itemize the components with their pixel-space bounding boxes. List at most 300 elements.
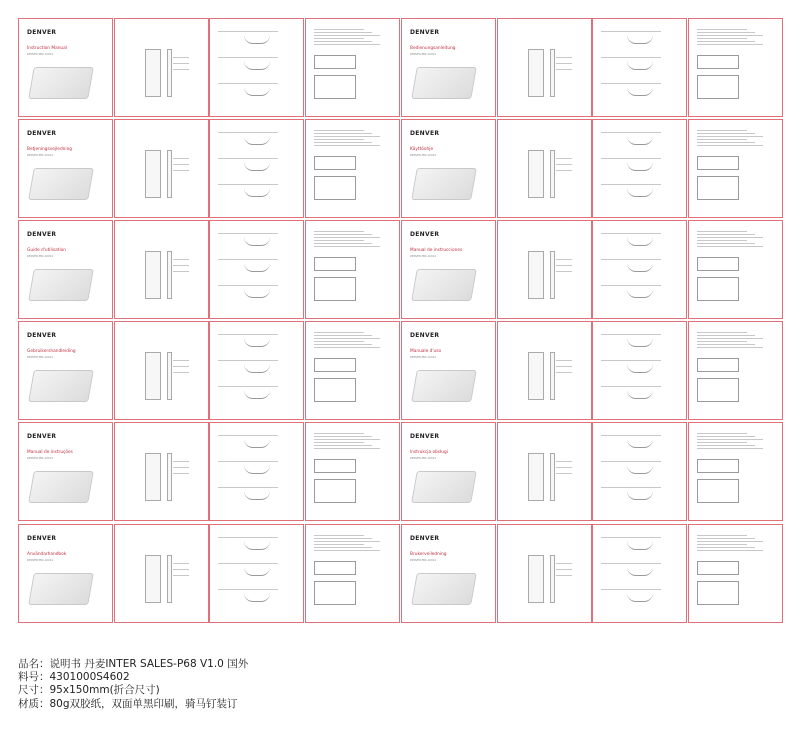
cable-drawing [627,136,653,145]
device-front-drawing [528,150,544,198]
specifications-table [697,378,739,402]
charging-instructions-page [209,422,304,521]
cable-drawing [244,491,270,500]
callout-line [556,473,572,474]
instruction-text-line [218,132,278,133]
powerbank-illustration [28,370,94,402]
callout-line [173,259,189,260]
cable-drawing [244,188,270,197]
specifications-page [688,524,783,623]
specifications-table [697,277,739,301]
specifications-page [305,524,400,623]
spec-text-line [697,234,755,235]
specifications-table [314,176,356,200]
device-front-drawing [145,555,161,603]
manual-cover-page [18,422,113,521]
cable-drawing [627,162,653,171]
callout-line [173,563,189,564]
cable-drawing [244,289,270,298]
manual-cover-page [401,524,496,623]
specifications-page [305,119,400,218]
cable-drawing [627,364,653,373]
charging-instructions-page [592,18,687,117]
manual-cover-page [18,119,113,218]
instruction-text-line [218,537,278,538]
spec-text-line [697,445,755,446]
spec-text-line [697,130,747,131]
powerbank-illustration [28,471,94,503]
callout-line [556,259,572,260]
brand-logo: DENVER [27,29,57,36]
model-number: DENVER PBC-10014 [410,356,436,359]
led-indicator-table [314,561,356,575]
cable-drawing [627,61,653,70]
charging-instructions-page [592,119,687,218]
cable-drawing [244,567,270,576]
part-number-line: 料号：4301000S4602 [18,671,130,684]
powerbank-illustration [28,269,94,301]
cable-drawing [627,289,653,298]
callout-line [173,467,189,468]
cable-drawing [627,338,653,347]
model-number: DENVER PBC-10014 [410,53,436,56]
manual-cover-page [18,524,113,623]
charging-instructions-page [209,220,304,319]
spec-text-line [314,433,364,434]
specifications-table [314,479,356,503]
manual-title: Bedienungsanleitung [410,46,456,51]
led-indicator-table [697,358,739,372]
instruction-text-line [218,184,278,185]
specifications-page [688,321,783,420]
product-overview-page [497,119,592,218]
led-indicator-table [314,459,356,473]
spec-text-line [697,237,763,238]
device-front-drawing [145,150,161,198]
model-number: DENVER PBC-10014 [27,559,53,562]
callout-line [173,372,189,373]
instruction-text-line [218,158,278,159]
brand-logo: DENVER [27,231,57,238]
brand-logo: DENVER [27,332,57,339]
spec-text-line [697,133,755,134]
specifications-table [697,75,739,99]
sheet-row [18,220,783,319]
device-side-drawing [167,150,172,198]
spec-text-line [314,535,364,536]
spec-text-line [314,439,380,440]
instruction-text-line [601,589,661,590]
spec-text-line [314,145,380,146]
product-overview-page [114,119,209,218]
specifications-page [305,422,400,521]
specifications-page [305,18,400,117]
manual-cover-page [18,220,113,319]
spec-text-line [314,231,364,232]
spec-text-line [697,433,747,434]
spec-text-line [314,44,380,45]
manual-title: Instruction Manual [27,46,67,51]
device-side-drawing [550,352,555,400]
manual-title: Manual de instrucciones [410,248,463,253]
device-side-drawing [550,453,555,501]
spec-text-line [314,344,372,345]
spec-text-line [314,41,372,42]
spec-text-line [314,335,372,336]
instruction-text-line [218,386,278,387]
spec-text-line [697,535,747,536]
led-indicator-table [314,257,356,271]
callout-line [173,461,189,462]
instruction-text-line [601,487,661,488]
specifications-page [688,18,783,117]
model-number: DENVER PBC-10014 [410,154,436,157]
spec-text-line [314,341,364,342]
spec-text-line [314,38,364,39]
spec-text-line [697,538,755,539]
device-side-drawing [167,49,172,97]
callout-line [556,360,572,361]
instruction-text-line [218,233,278,234]
device-side-drawing [550,150,555,198]
specifications-page [305,220,400,319]
spec-text-line [314,243,372,244]
cable-drawing [244,237,270,246]
spec-text-line [314,347,380,348]
powerbank-illustration [28,168,94,200]
specifications-table [314,581,356,605]
callout-line [556,69,572,70]
callout-line [556,57,572,58]
spec-text-line [697,442,747,443]
material-line: 材质：80g双胶纸，双面单黑印刷，骑马钉装订 [18,697,238,710]
product-overview-page [114,524,209,623]
led-indicator-table [697,257,739,271]
specifications-table [697,581,739,605]
spec-text-line [314,130,364,131]
specifications-table [314,75,356,99]
callout-line [173,158,189,159]
imposition-sheet [18,18,783,625]
charging-instructions-page [592,220,687,319]
instruction-text-line [218,360,278,361]
instruction-text-line [218,334,278,335]
specifications-page [688,422,783,521]
instruction-text-line [601,360,661,361]
specifications-table [697,479,739,503]
charging-instructions-page [209,321,304,420]
led-indicator-table [314,55,356,69]
cable-drawing [627,263,653,272]
sheet-row [18,18,783,117]
spec-text-line [697,541,763,542]
instruction-text-line [601,57,661,58]
model-number: DENVER PBC-10014 [410,559,436,562]
product-overview-page [114,220,209,319]
callout-line [173,265,189,266]
spec-text-line [314,142,372,143]
cable-drawing [627,491,653,500]
spec-text-line [697,341,747,342]
spec-text-line [314,246,380,247]
instruction-text-line [601,233,661,234]
callout-line [556,461,572,462]
callout-line [556,575,572,576]
callout-line [556,467,572,468]
model-number: DENVER PBC-10014 [27,356,53,359]
spec-text-line [697,547,755,548]
spec-text-line [314,32,372,33]
manual-title: Guide d'utilisation [27,248,66,253]
spec-text-line [697,335,755,336]
powerbank-illustration [28,67,94,99]
callout-line [173,63,189,64]
spec-text-line [314,442,364,443]
charging-instructions-page [209,119,304,218]
manual-cover-page [401,119,496,218]
model-number: DENVER PBC-10014 [410,457,436,460]
specifications-page [688,220,783,319]
product-overview-page [114,18,209,117]
instruction-text-line [601,285,661,286]
powerbank-illustration [411,269,477,301]
instruction-text-line [601,461,661,462]
callout-line [173,170,189,171]
callout-line [556,164,572,165]
print-spec-block [18,658,248,711]
sheet-row [18,524,783,623]
cable-drawing [244,263,270,272]
spec-text-line [697,139,747,140]
manual-title: Betjeningsvejledning [27,147,73,152]
manual-cover-page [401,422,496,521]
spec-text-line [697,136,763,137]
cable-drawing [244,465,270,474]
spec-text-line [314,338,380,339]
spec-text-line [697,246,763,247]
manual-title: Gebruikershandleiding [27,349,76,354]
powerbank-illustration [411,471,477,503]
callout-line [556,563,572,564]
led-indicator-table [314,358,356,372]
charging-instructions-page [592,321,687,420]
specifications-table [314,378,356,402]
spec-text-line [314,445,372,446]
charging-instructions-page [209,524,304,623]
device-front-drawing [528,352,544,400]
device-side-drawing [550,555,555,603]
brand-logo: DENVER [27,535,57,542]
manual-title: Brukerveiledning [410,552,447,557]
model-number: DENVER PBC-10014 [27,457,53,460]
specifications-page [688,119,783,218]
powerbank-illustration [411,67,477,99]
instruction-text-line [218,461,278,462]
callout-line [556,366,572,367]
spec-text-line [314,332,364,333]
cable-drawing [244,390,270,399]
instruction-text-line [601,563,661,564]
manual-cover-page [401,18,496,117]
device-front-drawing [145,453,161,501]
spec-text-line [697,243,755,244]
callout-line [173,164,189,165]
callout-line [173,360,189,361]
cable-drawing [244,136,270,145]
brand-logo: DENVER [27,130,57,137]
callout-line [173,366,189,367]
model-number: DENVER PBC-10014 [27,53,53,56]
cable-drawing [627,390,653,399]
cable-drawing [244,35,270,44]
cable-drawing [244,593,270,602]
sheet-row [18,321,783,420]
instruction-text-line [218,487,278,488]
callout-line [173,57,189,58]
spec-text-line [697,35,763,36]
sheet-row [18,119,783,218]
spec-text-line [697,347,763,348]
manual-title: Instrukcja obsługi [410,450,448,455]
spec-text-line [314,136,380,137]
manual-title: Användarhandbok [27,552,67,557]
product-overview-page [497,524,592,623]
spec-text-line [314,547,372,548]
cable-drawing [244,541,270,550]
cable-drawing [627,188,653,197]
product-overview-page [497,422,592,521]
product-overview-page [497,220,592,319]
device-front-drawing [528,49,544,97]
spec-text-line [697,436,755,437]
spec-text-line [314,35,380,36]
cable-drawing [627,593,653,602]
instruction-text-line [218,57,278,58]
callout-line [173,569,189,570]
spec-text-line [697,142,755,143]
spec-text-line [314,133,372,134]
product-name-line: 品名：说明书 丹麦INTER SALES-P68 V1.0 国外 [18,658,249,670]
cable-drawing [244,87,270,96]
spec-text-line [314,139,364,140]
spec-text-line [314,29,364,30]
cable-drawing [627,35,653,44]
instruction-text-line [218,83,278,84]
product-overview-page [114,321,209,420]
device-front-drawing [145,251,161,299]
spec-text-line [697,231,747,232]
instruction-text-line [601,184,661,185]
size-line: 尺寸：95x150mm(折合尺寸) [18,684,160,697]
instruction-text-line [601,334,661,335]
product-overview-page [497,321,592,420]
instruction-text-line [218,285,278,286]
cable-drawing [627,439,653,448]
device-front-drawing [145,352,161,400]
spec-text-line [314,448,380,449]
callout-line [173,271,189,272]
spec-text-line [314,234,372,235]
callout-line [556,569,572,570]
spec-text-line [697,32,755,33]
callout-line [556,372,572,373]
model-number: DENVER PBC-10014 [410,255,436,258]
specifications-page [305,321,400,420]
powerbank-illustration [28,573,94,605]
instruction-text-line [601,132,661,133]
manual-cover-page [18,321,113,420]
instruction-text-line [218,259,278,260]
manual-cover-page [18,18,113,117]
cable-drawing [627,87,653,96]
instruction-text-line [601,259,661,260]
specifications-table [697,176,739,200]
spec-text-line [697,439,763,440]
spec-text-line [697,338,763,339]
instruction-text-line [601,31,661,32]
device-side-drawing [167,251,172,299]
callout-line [173,575,189,576]
spec-text-line [314,237,380,238]
instruction-text-line [218,589,278,590]
callout-line [556,170,572,171]
device-front-drawing [145,49,161,97]
spec-text-line [314,240,364,241]
instruction-text-line [218,563,278,564]
specifications-table [314,277,356,301]
product-overview-page [497,18,592,117]
charging-instructions-page [209,18,304,117]
powerbank-illustration [411,168,477,200]
charging-instructions-page [592,422,687,521]
cable-drawing [244,364,270,373]
manual-cover-page [401,220,496,319]
callout-line [556,265,572,266]
spec-text-line [697,41,755,42]
model-number: DENVER PBC-10014 [27,255,53,258]
model-number: DENVER PBC-10014 [27,154,53,157]
spec-text-line [314,436,372,437]
spec-text-line [697,44,763,45]
charging-instructions-page [592,524,687,623]
callout-line [556,63,572,64]
powerbank-illustration [411,370,477,402]
spec-text-line [697,38,747,39]
manual-title: Manuale d'uso [410,349,442,354]
cable-drawing [627,567,653,576]
led-indicator-table [697,156,739,170]
device-front-drawing [528,251,544,299]
cable-drawing [627,237,653,246]
cable-drawing [627,541,653,550]
spec-text-line [697,29,747,30]
cable-drawing [244,162,270,171]
brand-logo: DENVER [410,29,440,36]
powerbank-illustration [411,573,477,605]
spec-text-line [697,240,747,241]
cable-drawing [244,338,270,347]
spec-text-line [314,550,380,551]
instruction-text-line [601,158,661,159]
spec-text-line [314,538,372,539]
instruction-text-line [601,83,661,84]
instruction-text-line [218,435,278,436]
led-indicator-table [314,156,356,170]
spec-text-line [697,544,747,545]
instruction-text-line [601,537,661,538]
callout-line [556,158,572,159]
brand-logo: DENVER [410,231,440,238]
